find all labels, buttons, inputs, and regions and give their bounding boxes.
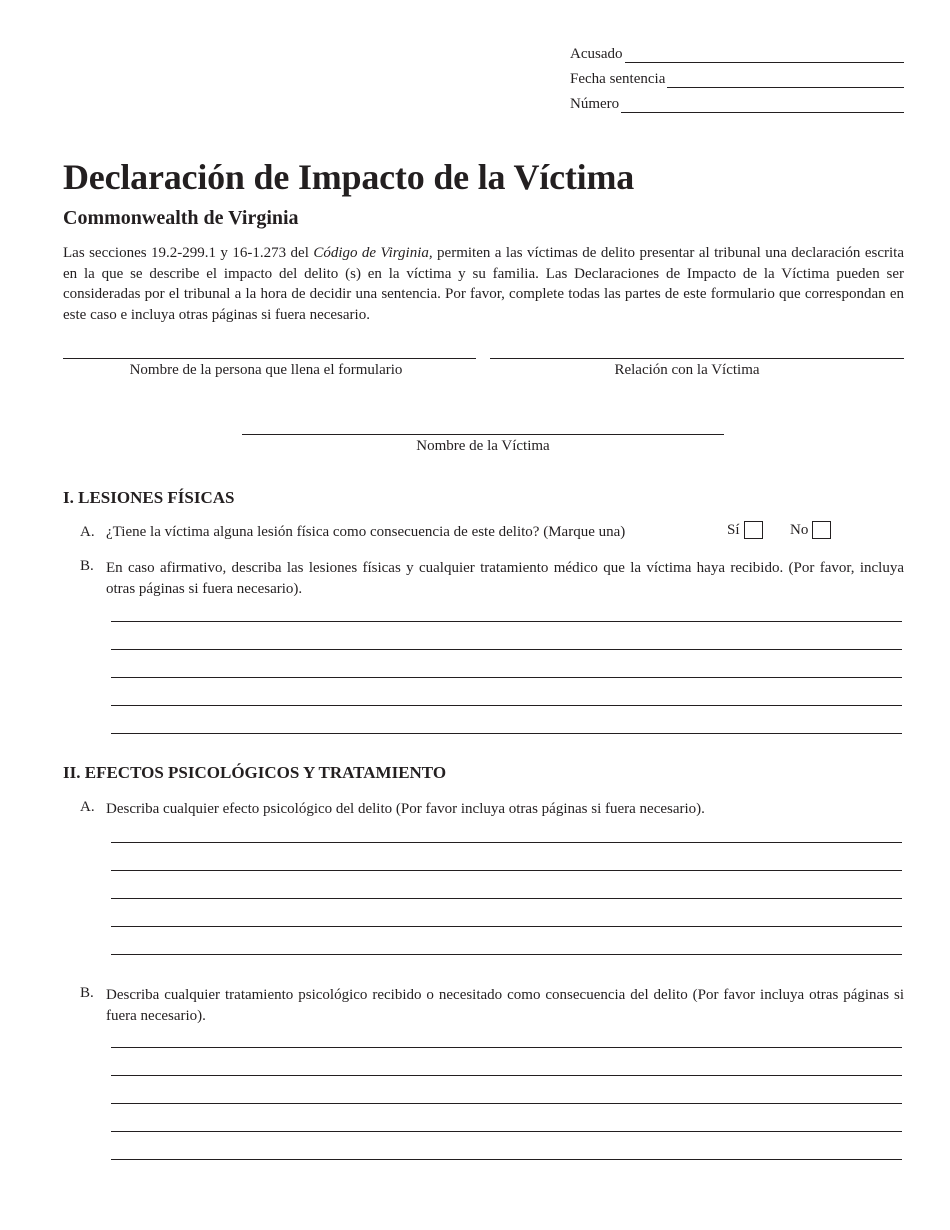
- victim-name-input-line[interactable]: [242, 434, 724, 435]
- victim-name-label: Nombre de la Víctima: [416, 438, 550, 454]
- fecha-sentencia-field: [570, 68, 904, 88]
- fecha-sentencia-input-line[interactable]: [667, 73, 904, 88]
- person-name-input-line[interactable]: [63, 358, 476, 359]
- answer-line[interactable]: [111, 705, 902, 706]
- answer-line[interactable]: [111, 1159, 902, 1160]
- intro-text-start: Las secciones 19.2-299.1 y 16-1.273 del: [63, 245, 314, 261]
- answer-line[interactable]: [111, 870, 902, 871]
- answer-line[interactable]: [111, 898, 902, 899]
- acusado-field: [570, 43, 904, 63]
- acusado-label: Acusado: [570, 46, 623, 62]
- relation-label: Relación con la Víctima: [614, 362, 760, 378]
- section-2-item-b-text: Describa cualquier tratamiento psicológico recibido o necesitado como consecuencia del delito (Por favor incluya otras páginas si fuera necesario).: [106, 987, 904, 1024]
- page-title: Declaración de Impacto de la Víctima: [63, 157, 635, 197]
- page-subtitle: Commonwealth de Virginia: [63, 207, 299, 229]
- answer-line[interactable]: [111, 1103, 902, 1104]
- section-1-item-a-question: ¿Tiene la víctima alguna lesión física como consecuencia de este delito? (Marque una): [106, 524, 626, 540]
- no-checkbox[interactable]: [812, 521, 831, 539]
- answer-line[interactable]: [111, 1131, 902, 1132]
- intro-paragraph: [63, 243, 904, 325]
- section-2-item-a-letter: A.: [80, 799, 95, 815]
- answer-line[interactable]: [111, 649, 902, 650]
- answer-line[interactable]: [111, 842, 902, 843]
- answer-line[interactable]: [111, 926, 902, 927]
- fecha-sentencia-label: Fecha sentencia: [570, 71, 666, 87]
- section-1-item-b-text: En caso afirmativo, describa las lesiones físicas y cualquier tratamiento médico que la víctima haya recibido. (Por favor, incluya otras páginas si fuera necesario).: [106, 560, 904, 597]
- intro-text-end: permiten a las víctimas de delito presentar al tribunal una declaración escrita en la que se describe el impacto del delito (s) en la víctima y su familia. Las Declaraciones de Impacto de la Víctima pueden ser consideradas por el tribunal a la hora de decidir una sentencia. Por favor, complete todas las partes de este formulario que correspondan en este caso e incluya otras páginas si fuera necesario.: [63, 245, 905, 323]
- relation-input-line[interactable]: [490, 358, 904, 359]
- yes-label: Sí: [727, 522, 740, 538]
- section-1-item-b-letter: B.: [80, 558, 94, 574]
- answer-line[interactable]: [111, 677, 902, 678]
- no-option: [790, 521, 831, 539]
- person-name-label: Nombre de la persona que llena el formulario: [129, 362, 403, 378]
- yes-option: [727, 521, 763, 539]
- numero-field: [570, 93, 904, 113]
- yes-checkbox[interactable]: [744, 521, 763, 539]
- answer-line[interactable]: [111, 1075, 902, 1076]
- answer-line[interactable]: [111, 621, 902, 622]
- no-label: No: [790, 522, 809, 538]
- section-2-item-a-text: Describa cualquier efecto psicológico del delito (Por favor incluya otras páginas si fuera necesario).: [106, 801, 705, 817]
- answer-line[interactable]: [111, 1047, 902, 1048]
- numero-input-line[interactable]: [621, 98, 904, 113]
- section-2-title: II. EFECTOS PSICOLÓGICOS Y TRATAMIENTO: [63, 763, 447, 782]
- acusado-input-line[interactable]: [625, 48, 905, 63]
- answer-line[interactable]: [111, 954, 902, 955]
- numero-label: Número: [570, 96, 620, 112]
- intro-code-reference: Código de Virginia,: [313, 245, 433, 261]
- answer-line[interactable]: [111, 733, 902, 734]
- section-1-item-a-letter: A.: [80, 524, 95, 540]
- section-1-title: I. LESIONES FÍSICAS: [63, 488, 235, 507]
- section-2-item-b-letter: B.: [80, 985, 94, 1001]
